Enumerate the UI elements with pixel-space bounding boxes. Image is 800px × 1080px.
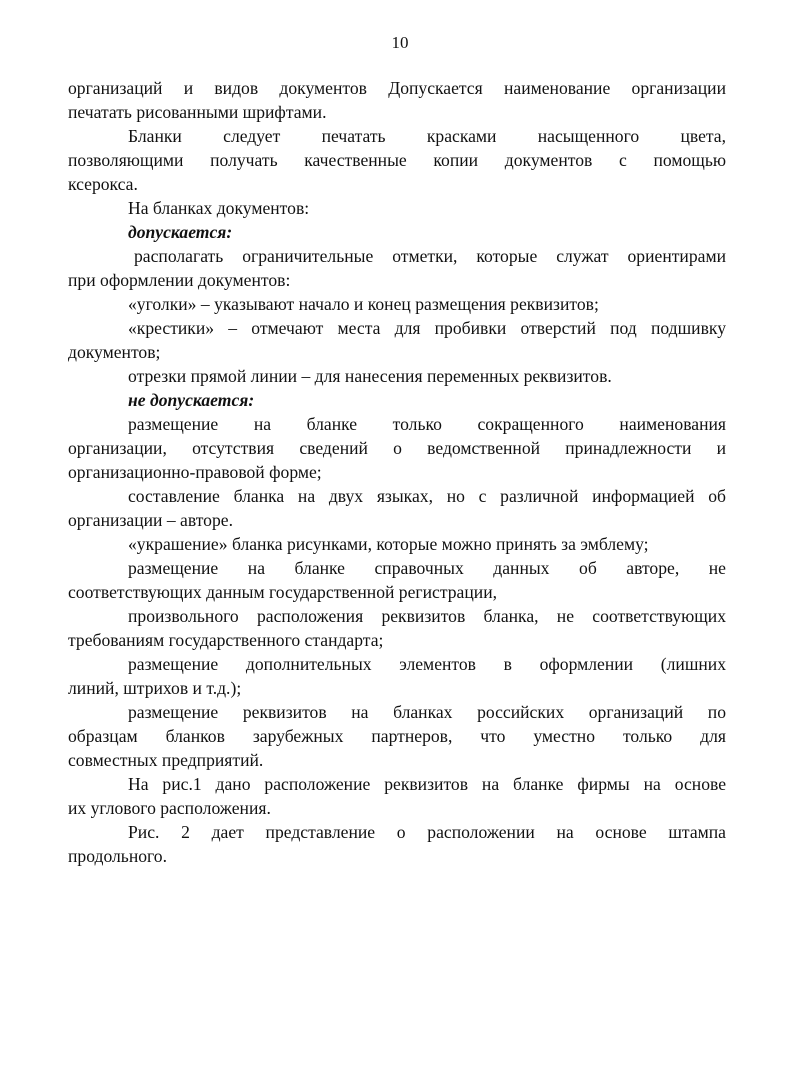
text-line: документов; [68, 342, 161, 362]
list-item: составление бланка на двух языках, но с различной информацией об [128, 486, 726, 506]
text-line: организаций и видов документов Допускается наименование организации [68, 78, 726, 98]
text-line: располагать ограничительные отметки, которые служат ориентирами [134, 246, 726, 266]
text-line: На рис.1 дано расположение реквизитов на бланке фирмы на основе [128, 774, 726, 794]
list-item: «крестики» – отмечают места для пробивки отверстий под подшивку [128, 318, 726, 338]
text-line: при оформлении документов: [68, 270, 291, 290]
text-line: На бланках документов: [128, 198, 310, 218]
list-item: размещение реквизитов на бланках российских организаций по [128, 702, 726, 722]
text-line: организации – авторе. [68, 510, 233, 530]
text-line: линий, штрихов и т.д.); [68, 678, 242, 698]
list-item: «украшение» бланка рисунками, которые можно принять за эмблему; [128, 534, 649, 554]
text-line: ксерокса. [68, 174, 138, 194]
text-line: совместных предприятий. [68, 750, 264, 770]
text-line: соответствующих данным государственной регистрации, [68, 582, 498, 602]
text-line: продольного. [68, 846, 168, 866]
section-heading-not-allowed: не допускается: [128, 390, 255, 410]
text-line: образцам бланков зарубежных партнеров, что уместно только для [68, 726, 726, 746]
list-item: отрезки прямой линии – для нанесения переменных реквизитов. [128, 366, 612, 386]
page-number: 10 [391, 33, 409, 52]
text-line: организации, отсутствия сведений о ведомственной принадлежности и [68, 438, 726, 458]
list-item: размещение на бланке справочных данных об авторе, не [128, 558, 726, 578]
text-line: Бланки следует печатать красками насыщенного цвета, [128, 126, 726, 146]
section-heading-allowed: допускается: [128, 222, 233, 242]
list-item: произвольного расположения реквизитов бланка, не соответствующих [128, 606, 726, 626]
text-line: их углового расположения. [68, 798, 271, 818]
text-line: требованиям государственного стандарта; [68, 630, 384, 650]
text-line: Рис. 2 дает представление о расположении на основе штампа [128, 822, 726, 842]
text-line: организационно-правовой форме; [68, 462, 322, 482]
list-item: размещение дополнительных элементов в оформлении (лишних [128, 654, 726, 674]
text-line: позволяющими получать качественные копии документов с помощью [68, 150, 726, 170]
list-item: «уголки» – указывают начало и конец размещения реквизитов; [128, 294, 599, 314]
text-line: печатать рисованными шрифтами. [68, 102, 327, 122]
list-item: размещение на бланке только сокращенного наименования [128, 414, 726, 434]
